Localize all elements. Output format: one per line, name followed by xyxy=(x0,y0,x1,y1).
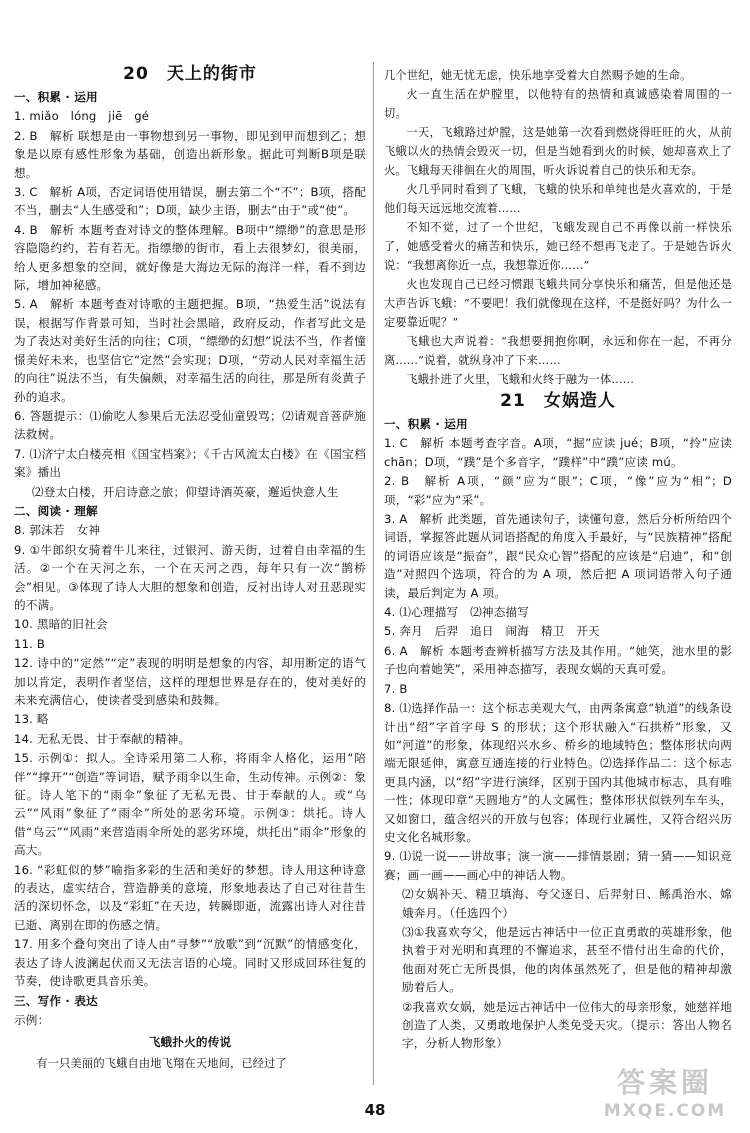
example-label: 示例： xyxy=(14,1012,50,1027)
story-paragraph: 一天，飞蛾路过炉膛，这是她第一次看到燃烧得旺旺的火，从前飞蛾以火的热情会毁灭一切，但是当她看到火的时候，她却喜欢上了火。飞蛾每天徘徊在火的周围，听火诉说着自己的快乐和无奈。 xyxy=(384,126,732,177)
answer-item: 7. ⑴济宁太白楼亮相《国宝档案》；《千古风流太白楼》在《国宝档案》播出 xyxy=(14,446,366,480)
answer-item: 12. 诗中的“定然”“定”表现的明明是想象的内容，却用断定的语气加以肯定，表明作者坚信，这样的理想世界是存在的，使对美好的未来充满信心，使读者受到感染和鼓舞。 xyxy=(14,656,366,707)
answer-item: 11. B xyxy=(14,636,46,651)
answer-item: 9. ①牛郎织女骑着牛儿来往，过银河、游天街，过着自由幸福的生活。②一个在天河之东，一个在天河之西，每年只有一次“鹊桥会”相见。③体现了诗人大胆的想象和创造，反衬出诗人对丑恶现实的不满。 xyxy=(14,542,366,612)
answer-item: 15. 示例①：拟人。全诗采用第二人称，将雨伞人格化，运用“陪伴”“撑开”“创造”等词语，赋予雨伞以生命，生动传神。示例②：象征。诗人笔下的“雨伞”象征了无私无畏、甘于奉献的人。或“乌云”“风雨”象征了“雨伞”所处的恶劣环境。示例③：烘托。诗人借“乌云”“风雨”来营造雨伞所处的恶劣环境，烘托出“雨伞”形象的高大。 xyxy=(14,751,366,858)
answer-item: 9. ⑴说一说——讲故事；演一演——排情景剧；猜一猜——知识竞赛；画一画——画心中的神话人物。 xyxy=(384,849,732,882)
answer-item: 6. A 解析 本题考查辨析描写方法及其作用。“她笑，池水里的影子也向着她笑”，采用神态描写，表现女娲的天真可爱。 xyxy=(384,643,732,677)
answer-item: 2. B 解析 A项，“颜”应为“眼”；C项，“像”应为“相”；D项，“彩”应为“采”。 xyxy=(384,474,732,507)
column-divider xyxy=(373,62,374,1085)
watermark-logo xyxy=(590,1065,740,1127)
answer-item: 1. C 解析 本题考查字音。A项，“掘”应读 jué；B项，“拎”应读 chān；D项，“蹼”是个多音字，“蹼样”中“蹼”应读 mú。 xyxy=(384,436,732,469)
story-paragraph: 火几乎同时看到了飞蛾，飞蛾的快乐和单纯也是火喜欢的，于是他们每天远远地交流着…… xyxy=(384,183,732,215)
watermark-text: 答案圈 xyxy=(616,1066,713,1099)
watermark-url: MXQE.COM xyxy=(603,1101,727,1121)
section-reading: 二、阅读 · 理解 xyxy=(14,503,98,518)
lesson-title-20: 20 天上的街市 xyxy=(123,64,257,84)
lesson-title-21: 21 女娲造人 xyxy=(500,391,616,411)
story-paragraph: 火一直生活在炉膛里，以他特有的热情和真诚感染着周围的一切。 xyxy=(384,88,732,120)
right-column xyxy=(384,66,732,1088)
answer-item: 4. B 解析 本题考查对诗文的整体理解。B项中“缥缈”的意思是形容隐隐约约，若有若无。指缥缈的街市，看上去很梦幻，很美丽，给人更多想象的空间，就好像是大海边无际的海洋一样，看不到边际，增加神秘感。 xyxy=(14,222,366,293)
story-paragraph: 有一只美丽的飞蛾自由地飞翔在天地间，已经过了 xyxy=(36,1056,287,1070)
section-accumulate: 一、积累 · 运用 xyxy=(14,90,98,104)
answer-item: 3. A 解析 此类题，首先通读句子，读懂句意，然后分析所给四个词语，掌握答此题从词语搭配的角度入手最好，与“民族精神”搭配的词语应该是“振奋”，跟“民众心智”搭配的应该是“启迪”，和“创造”对照四个选项，符合的为 A 项，然后把 A 项词语带入句子通读，最后判定为 A 项。 xyxy=(384,512,732,600)
answer-item: 5. 奔月 后羿 追日 闹海 精卫 开天 xyxy=(384,624,600,639)
answer-item: 7. B xyxy=(384,681,408,696)
section-writing: 三、写作 · 表达 xyxy=(14,993,98,1008)
answer-item: 1. miǎo lóng jiē gé xyxy=(14,109,150,124)
answer-item: 8. ⑴选择作品一：这个标志美观大气，由两条寓意“轨道”的线条设计出“绍”字首字母 S 的形状；这个形状融入“石拱桥”形象，又如“河道”的形象，体现绍兴水乡、桥乡的地域特色；整体形状向两端无限延伸，寓意互通连接的行业特色。⑵选择作品二：这个标志更具内涵，以“绍”字进行演绎，区别于国内其他城市标志，具有唯一性；体现印章“天圆地方”的人文属性；整体形状似铁列车车头，又如窗口，蕴含绍兴的开放与包容；体现行业属性，又符合绍兴历史文化名城形象。 xyxy=(384,701,732,844)
page-number: 48 xyxy=(364,1101,386,1119)
answer-item: 2. B 解析 联想是由一事物想到另一事物，即见到甲而想到乙；想象是以原有感性形象为基础，创造出新形象。据此可判断B项是联想。 xyxy=(14,128,366,180)
answer-item: 8. 郭沫若 女神 xyxy=(14,523,101,538)
answer-item: 17. 用多个叠句突出了诗人由“寻梦”“放歌”到“沉默”的情感变化，表达了诗人波澜起伏而又无法言语的心境。同时又形成回环往复的节奏，使诗歌更具音乐美。 xyxy=(14,937,366,989)
answer-item: 16. “彩虹似的梦”喻指多彩的生活和美好的梦想。诗人用这种诗意的表达，虚实结合，营造静美的意境，形象地表达了自己对往昔生活的深切怀念，以及“彩虹”在天边，转瞬即逝，流露出诗人对往昔已逝、离别在即的伤感之情。 xyxy=(14,862,366,932)
story-paragraph: 飞蛾也大声说着：“我想要拥抱你啊，永远和你在一起，不再分离……”说着，就纵身冲了下来…… xyxy=(384,335,732,367)
story-paragraph: 飞蛾扑进了火里，飞蛾和火终于融为一体…… xyxy=(406,373,635,386)
answer-item: 6. 答题提示：⑴偷吃人参果后无法忍受仙童毁骂；⑵请观音菩萨施法救树。 xyxy=(14,408,366,442)
answer-item: 5. A 解析 本题考查对诗歌的主题把握。B项，“热爱生活”说法有误，根据写作背景可知，当时社会黑暗，政府反动，作者写此文是为了表达对美好生活的向往；C项，“缥缈的幻想”说法不当，作者憧憬美好未来，也坚信它“定然”会实现；D项，“劳动人民对幸福生活的向往”说法不当，有失偏颇，对幸福生活的向往，那是所有炎黄子孙的追求。 xyxy=(14,297,366,404)
answer-item: 10. 黑暗的旧社会 xyxy=(14,617,108,632)
answer-item: 4. ⑴心理描写 ⑵神态描写 xyxy=(384,605,530,620)
answer-item: ②我喜欢女娲，她是远古神话中一位伟大的母亲形象，她慈祥地创造了人类，又勇敢地保护人类免受天灾。（提示：答出人物名字，分析人物形象） xyxy=(402,999,732,1051)
answer-item: 3. C 解析 A项，否定词语使用错误，删去第二个“不”；B项，搭配不当，删去“人生感受和”；D项，缺少主语，删去“由于”或“使”。 xyxy=(14,185,366,218)
answer-item: 13. 略 xyxy=(14,712,49,727)
answer-item: ⑵登太白楼，开启诗意之旅；仰望诗酒英豪，邂逅快意人生 xyxy=(32,484,339,499)
story-paragraph: 火也发现自己已经习惯跟飞蛾共同分享快乐和痛苦，但是他还是大声告诉飞蛾：“不要吧！我们就像现在这样，不是挺好吗？为什么一定要靠近呢？” xyxy=(384,278,732,329)
answer-item: ⑵女娲补天、精卫填海、夸父逐日、后羿射日、鲧禹治水、嫦娥奔月。（任选四个） xyxy=(402,887,732,920)
story-title: 飞蛾扑火的传说 xyxy=(148,1035,232,1050)
answer-item: 14. 无私无畏、甘于奉献的精神。 xyxy=(14,731,191,746)
story-paragraph: 几个世纪，她无忧无虑，快乐地享受着大自然赐予她的生命。 xyxy=(384,69,692,82)
answer-item: ⑶①我喜欢夸父，他是远古神话中一位正直勇敢的英雄形象，他执着于对光明和真理的不懈追求，甚至不惜付出生命的代价，他面对死亡无所畏惧，他的肉体虽然死了，但是他的精神却激励着后人。 xyxy=(402,924,732,995)
section-accumulate: 一、积累 · 运用 xyxy=(384,417,468,431)
story-paragraph: 不知不觉，过了一个世纪，飞蛾发现自己不再像以前一样快乐了，她感受着火的痛苦和快乐，她已经不想再飞走了。于是她告诉火说：“我想离你近一点，我想靠近你……” xyxy=(384,221,732,272)
left-column xyxy=(14,62,366,1088)
